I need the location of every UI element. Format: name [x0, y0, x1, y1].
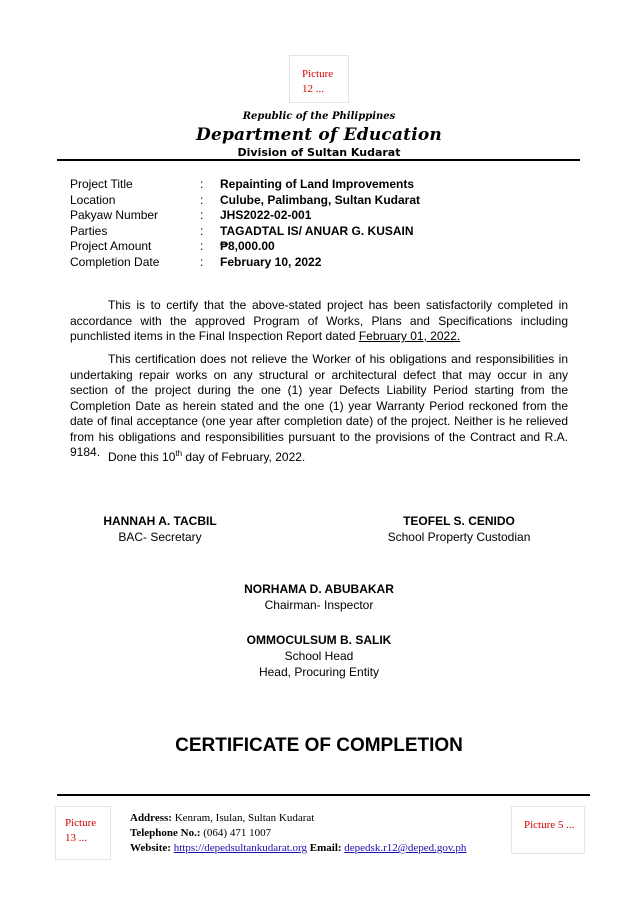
signatory-left — [98, 513, 222, 545]
info-label: Completion Date — [70, 254, 160, 269]
info-label: Project Amount — [70, 239, 152, 253]
info-colon: : — [200, 254, 204, 269]
republic-line: Republic of the Philippines — [242, 111, 396, 122]
signatory-title: BAC- Secretary — [118, 530, 202, 544]
signatory-name: NORHAMA D. ABUBAKAR — [244, 582, 394, 596]
footer-telephone — [130, 826, 466, 841]
info-colon: : — [200, 239, 204, 253]
footer-contact — [130, 811, 466, 856]
email-label: Email: — [309, 842, 342, 854]
signatory-title: Chairman- Inspector — [264, 598, 374, 612]
address-label: Address: — [130, 812, 172, 824]
info-label: Parties — [70, 223, 108, 238]
email-link[interactable]: depedsk.r12@deped.gov.ph — [344, 842, 467, 854]
info-colon: : — [200, 223, 204, 238]
info-row-completion-date — [70, 255, 420, 271]
website-label: Website: — [130, 842, 171, 854]
document-title: CERTIFICATE OF COMPLETION — [175, 735, 463, 756]
header-logo-label: Picture 12 ... — [302, 68, 334, 95]
footer-logo-right-label: Picture 5 ... — [524, 819, 575, 831]
info-row-project-amount — [70, 239, 420, 255]
telephone-value: (064) 471 1007 — [203, 827, 272, 839]
division-line: Division of Sultan Kudarat — [237, 146, 401, 159]
project-info-table — [70, 177, 420, 270]
footer-logo-right-placeholder — [511, 806, 585, 854]
footer-logo-left-label: Picture 13 ... — [65, 817, 97, 844]
certification-paragraph — [70, 298, 568, 345]
signatory-name: OMMOCULSUM B. SALIK — [246, 633, 392, 647]
info-label: Pakyaw Number — [70, 208, 159, 222]
info-colon: : — [200, 208, 204, 222]
info-label: Location — [70, 192, 116, 207]
inspection-date: February 01, 2022. — [358, 329, 461, 343]
done-suffix: day of February, 2022. — [182, 450, 306, 464]
footer-logo-left-placeholder — [55, 806, 111, 860]
signatory-name: HANNAH A. TACBIL — [103, 514, 217, 528]
header-divider — [57, 159, 580, 161]
header-logo-placeholder — [289, 55, 349, 103]
info-value: TAGADTAL IS/ ANUAR G. KUSAIN — [220, 223, 414, 238]
certification-text: This is to certify that the above-stated project has been satisfactorily completed in accordance with the approved Program of Works, Plans and Specifications including punchlisted items in the Final Inspection Report dated — [70, 298, 568, 343]
website-link[interactable]: https://depedsultankudarat.org — [173, 842, 308, 854]
signatory-right — [380, 513, 538, 545]
info-value: Repainting of Land Improvements — [220, 177, 415, 191]
info-label: Project Title — [70, 177, 133, 191]
info-value: JHS2022-02-001 — [220, 208, 312, 222]
info-colon: : — [200, 192, 204, 207]
footer-address — [130, 811, 466, 826]
info-row-project-title — [70, 177, 420, 193]
info-colon: : — [200, 177, 204, 191]
done-this-line — [70, 446, 568, 466]
signatory-title: School Property Custodian — [387, 530, 531, 544]
department-line: Department of Education — [196, 125, 442, 145]
signatory-inspector — [219, 581, 419, 613]
footer-divider — [57, 794, 590, 796]
signatory-title: School Head — [284, 649, 354, 663]
done-prefix: Done this 10 — [108, 450, 176, 464]
info-row-location — [70, 193, 420, 209]
info-row-pakyaw-number — [70, 208, 420, 224]
signatory-title-2: Head, Procuring Entity — [258, 665, 380, 679]
info-value: February 10, 2022 — [220, 254, 322, 269]
info-row-parties — [70, 224, 420, 240]
signatory-school-head — [219, 632, 419, 680]
info-value: Culube, Palimbang, Sultan Kudarat — [220, 192, 421, 207]
signatory-name: TEOFEL S. CENIDO — [403, 514, 515, 528]
info-value: ₱8,000.00 — [220, 239, 275, 253]
obligations-paragraph: This certification does not relieve the Worker of his obligations and responsibilities in undertaking repair works on any structural or architectural defect that may occur in any section of the project during the one (1) year Defects Liability Period starting from the Completion Date as herein stated and the one (1) year Warranty Period reckoned from the date of final acceptance (one year after completion date) of the project. Neither is he relieved from his obligations and responsibilities pursuant to the provisions of the Contract and R.A. 9184. — [70, 352, 568, 459]
footer-web — [130, 841, 466, 856]
telephone-label: Telephone No.: — [130, 827, 201, 839]
address-value: Kenram, Isulan, Sultan Kudarat — [174, 812, 315, 824]
done-ordinal: th — [175, 449, 183, 458]
